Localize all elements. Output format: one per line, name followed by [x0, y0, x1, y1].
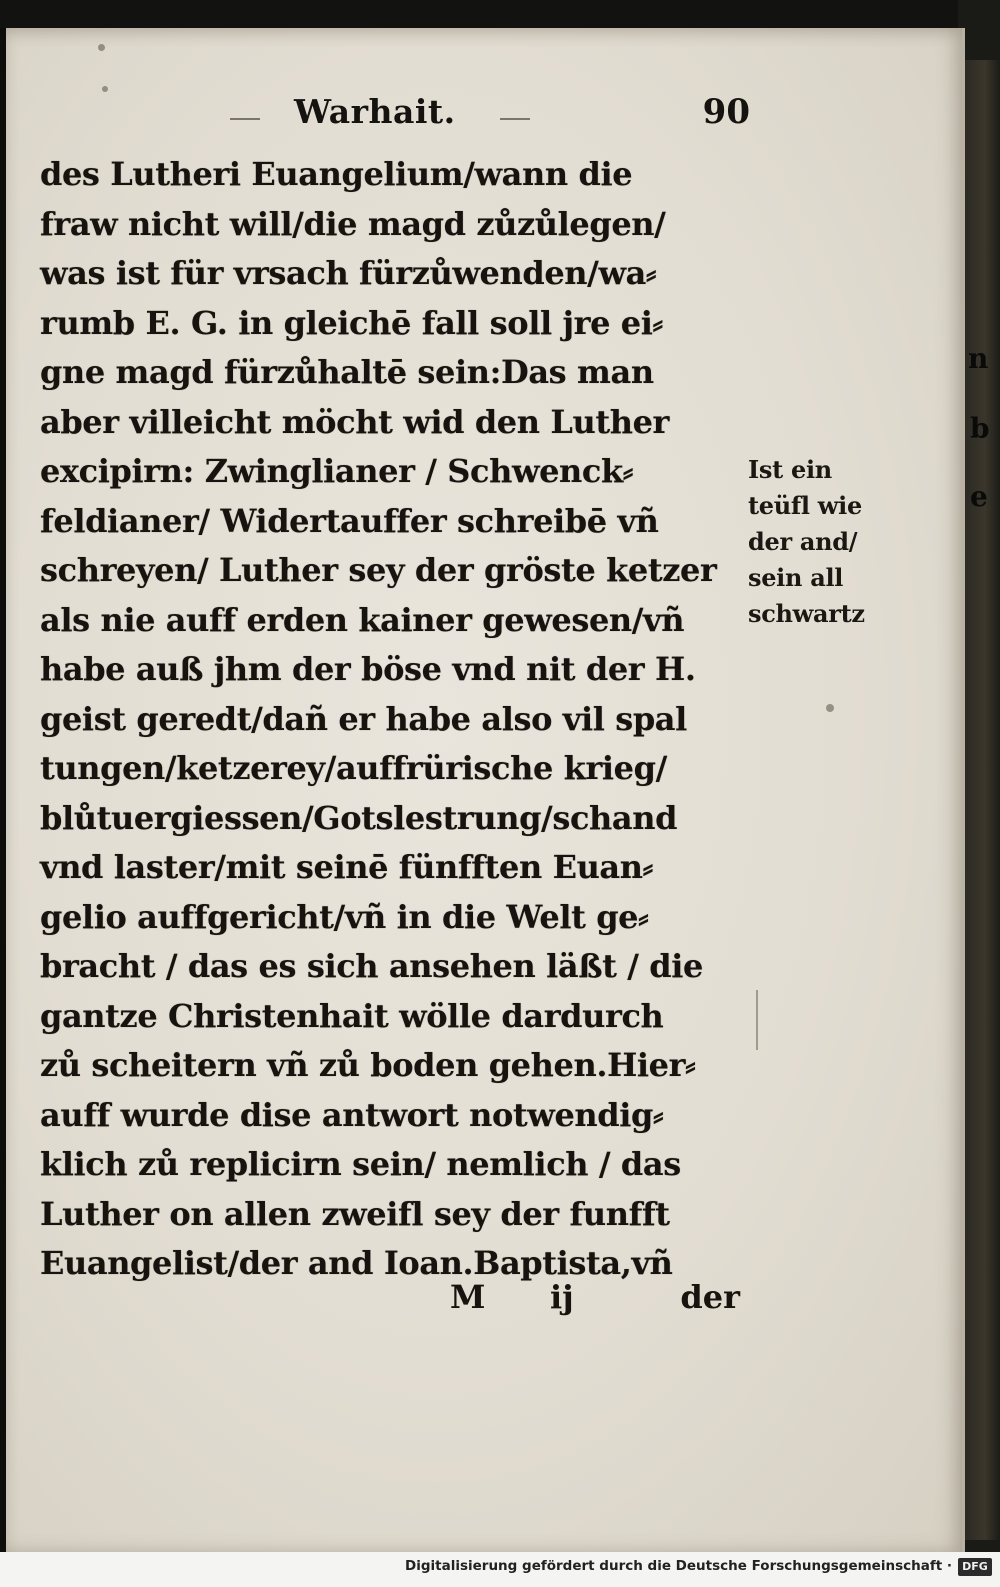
funding-credit: Digitalisierung gefördert durch die Deutsche Forschungsgemeinschaft · [405, 1558, 952, 1574]
text-line: geist geredt/dañ er habe also vil spal [40, 699, 687, 738]
text-line: bracht / das es sich ansehen läßt / die [40, 947, 703, 985]
margin-note-line: teüfl wie [748, 491, 862, 520]
text-line: klich zů replicirn sein/ nemlich / das [40, 1145, 681, 1183]
page-number: 90 [702, 92, 750, 132]
ink-spot [98, 44, 105, 51]
header-rule-left [230, 118, 260, 120]
margin-note-line: schwartz [748, 599, 865, 628]
scan-top-border [0, 0, 958, 28]
text-line: zů scheitern vñ zů boden gehen.Hier⸗ [40, 1046, 696, 1084]
text-line: tungen/ketzerey/auffrürische krieg/ [40, 749, 667, 787]
signature-number: ij [550, 1278, 574, 1316]
text-line: fraw nicht will/die magd zůzůlegen/ [40, 204, 666, 243]
text-line: auff wurde dise antwort notwendig⸗ [40, 1095, 664, 1134]
signature-mark: M [450, 1278, 486, 1316]
ink-spot [102, 86, 108, 92]
text-line: Euangelist/der and Ioan.Baptista,vñ [40, 1244, 673, 1282]
text-line: gne magd fürzůhaltē sein:Das man [40, 353, 654, 391]
main-text-block [40, 150, 740, 1289]
margin-rule [756, 990, 758, 1050]
adjacent-page-edge [962, 60, 1000, 1540]
ink-spot [826, 704, 834, 712]
marginal-note [748, 452, 888, 632]
page-header [280, 92, 750, 142]
edge-glyph: b [970, 412, 990, 445]
text-line: habe auß jhm der böse vnd nit der H. [40, 650, 696, 688]
text-line: gantze Christenhait wölle dardurch [40, 996, 664, 1035]
text-line: excipirn: Zwinglianer / Schwenck⸗ [40, 452, 634, 490]
text-line: was ist für vrsach fürzůwenden/wa⸗ [40, 254, 657, 292]
running-head: Warhait. [294, 92, 456, 131]
text-line: gelio auffgericht/vñ in die Welt ge⸗ [40, 897, 649, 936]
text-line: Luther on allen zweifl sey der funfft [40, 1194, 670, 1233]
text-line: als nie auff erden kainer gewesen/vñ [40, 600, 685, 639]
text-line: blůtuergiessen/Gotslestrung/schand [40, 798, 678, 837]
dfg-logo: DFG [958, 1558, 992, 1576]
header-rule-right [500, 118, 530, 120]
edge-glyph: n [968, 342, 989, 375]
text-line: des Lutheri Euangelium/wann die [40, 155, 633, 193]
catchword: der [680, 1278, 740, 1316]
text-line: vnd laster/mit seinē fünfften Euan⸗ [40, 848, 653, 886]
edge-glyph: e [970, 480, 988, 513]
text-line: feldianer/ Widertauffer schreibē vñ [40, 501, 659, 540]
margin-note-line: der and/ [748, 527, 858, 556]
text-line: rumb E. G. in gleichē fall soll jre ei⸗ [40, 303, 663, 342]
margin-note-line: sein all [748, 563, 844, 592]
text-line: schreyen/ Luther sey der gröste ketzer [40, 551, 717, 589]
margin-note-line: Ist ein [748, 455, 832, 484]
signature-line [40, 1278, 740, 1324]
text-line: aber villeicht möcht wid den Luther [40, 402, 669, 441]
digitization-footer [0, 1552, 1000, 1587]
